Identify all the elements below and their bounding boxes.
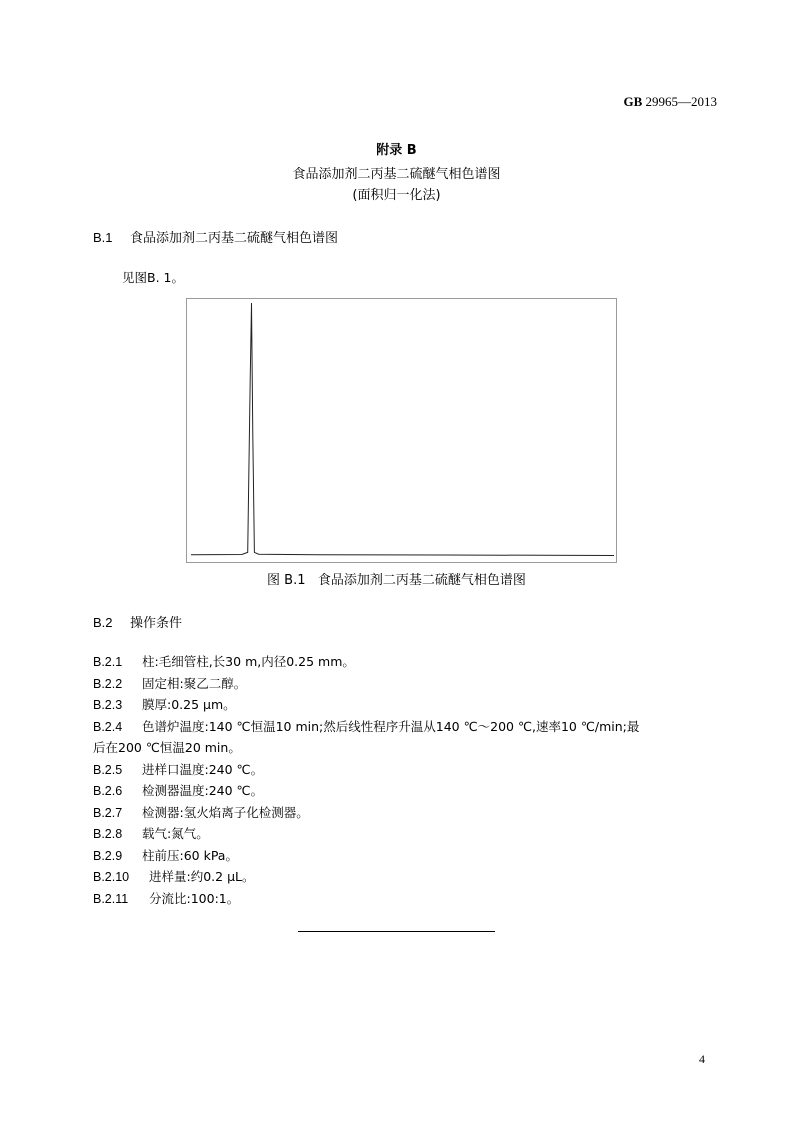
item-number: B.2.7: [93, 806, 123, 820]
appendix-title: 食品添加剂二丙基二硫醚气相色谱图: [292, 167, 501, 182]
condition-item: [93, 823, 209, 845]
section-title: 操作条件: [130, 616, 183, 631]
item-number: B.2.10: [93, 870, 130, 884]
item-number: B.2.5: [93, 763, 123, 777]
section-b2-heading: [93, 612, 182, 631]
item-text: 分流比:100:1。: [149, 891, 240, 906]
item-number: B.2.9: [93, 849, 123, 863]
figure-caption-text: 食品添加剂二丙基二硫醚气相色谱图: [317, 573, 526, 588]
condition-item: [93, 888, 239, 910]
item-number: B.2.4: [93, 720, 123, 734]
item-text: 柱:毛细管柱,长30 m,内径0.25 mm。: [142, 654, 355, 669]
condition-item: [93, 716, 639, 738]
standard-code: [623, 94, 717, 110]
item-text: 膜厚:0.25 μm。: [142, 697, 236, 712]
item-text: 柱前压:60 kPa。: [142, 848, 238, 863]
condition-item: [93, 694, 236, 716]
condition-item: [93, 845, 238, 867]
item-number: B.2.1: [93, 655, 123, 669]
condition-item: [93, 780, 263, 802]
condition-item: [93, 759, 263, 781]
item-text: 色谱炉温度:140 ℃恒温10 min;然后线性程序升温从140 ℃～200 ℃,速率10 ℃/min;最: [142, 719, 640, 734]
item-text: 进样量:约0.2 μL。: [149, 869, 255, 884]
section-title: 食品添加剂二丙基二硫醚气相色谱图: [130, 231, 339, 246]
chromatogram-trace: [191, 303, 614, 556]
section-number: B.1: [93, 230, 113, 245]
condition-item-continuation: 后在200 ℃恒温20 min。: [93, 740, 241, 755]
page-number: 4: [699, 1052, 705, 1066]
standard-prefix: GB: [623, 94, 643, 109]
item-number: B.2.8: [93, 827, 123, 841]
section-b1-heading: [93, 227, 338, 246]
figure-caption: [0, 569, 793, 588]
condition-item: [93, 673, 246, 695]
condition-item: [93, 651, 355, 673]
figure-label: 图 B.1: [267, 573, 306, 588]
item-number: B.2.11: [93, 892, 129, 906]
appendix-label: 附录 B: [376, 143, 417, 158]
section-number: B.2: [93, 615, 113, 630]
chromatogram-figure: [186, 298, 617, 563]
item-text: 进样口温度:240 ℃。: [142, 762, 264, 777]
item-number: B.2.3: [93, 698, 123, 712]
figure-reference: 见图B. 1。: [122, 270, 184, 285]
condition-item: [93, 802, 309, 824]
item-number: B.2.6: [93, 784, 123, 798]
item-number: B.2.2: [93, 677, 123, 691]
standard-number: 29965—2013: [645, 94, 717, 109]
end-rule: [298, 931, 495, 932]
item-text: 载气:氮气。: [142, 826, 209, 841]
item-text: 检测器温度:240 ℃。: [142, 783, 264, 798]
item-text: 检测器:氢火焰离子化检测器。: [142, 805, 309, 820]
item-text: 固定相:聚乙二醇。: [142, 676, 247, 691]
condition-item: [93, 866, 254, 888]
chromatogram-plot: [187, 299, 616, 562]
appendix-subtitle: (面积归一化法): [352, 188, 441, 203]
